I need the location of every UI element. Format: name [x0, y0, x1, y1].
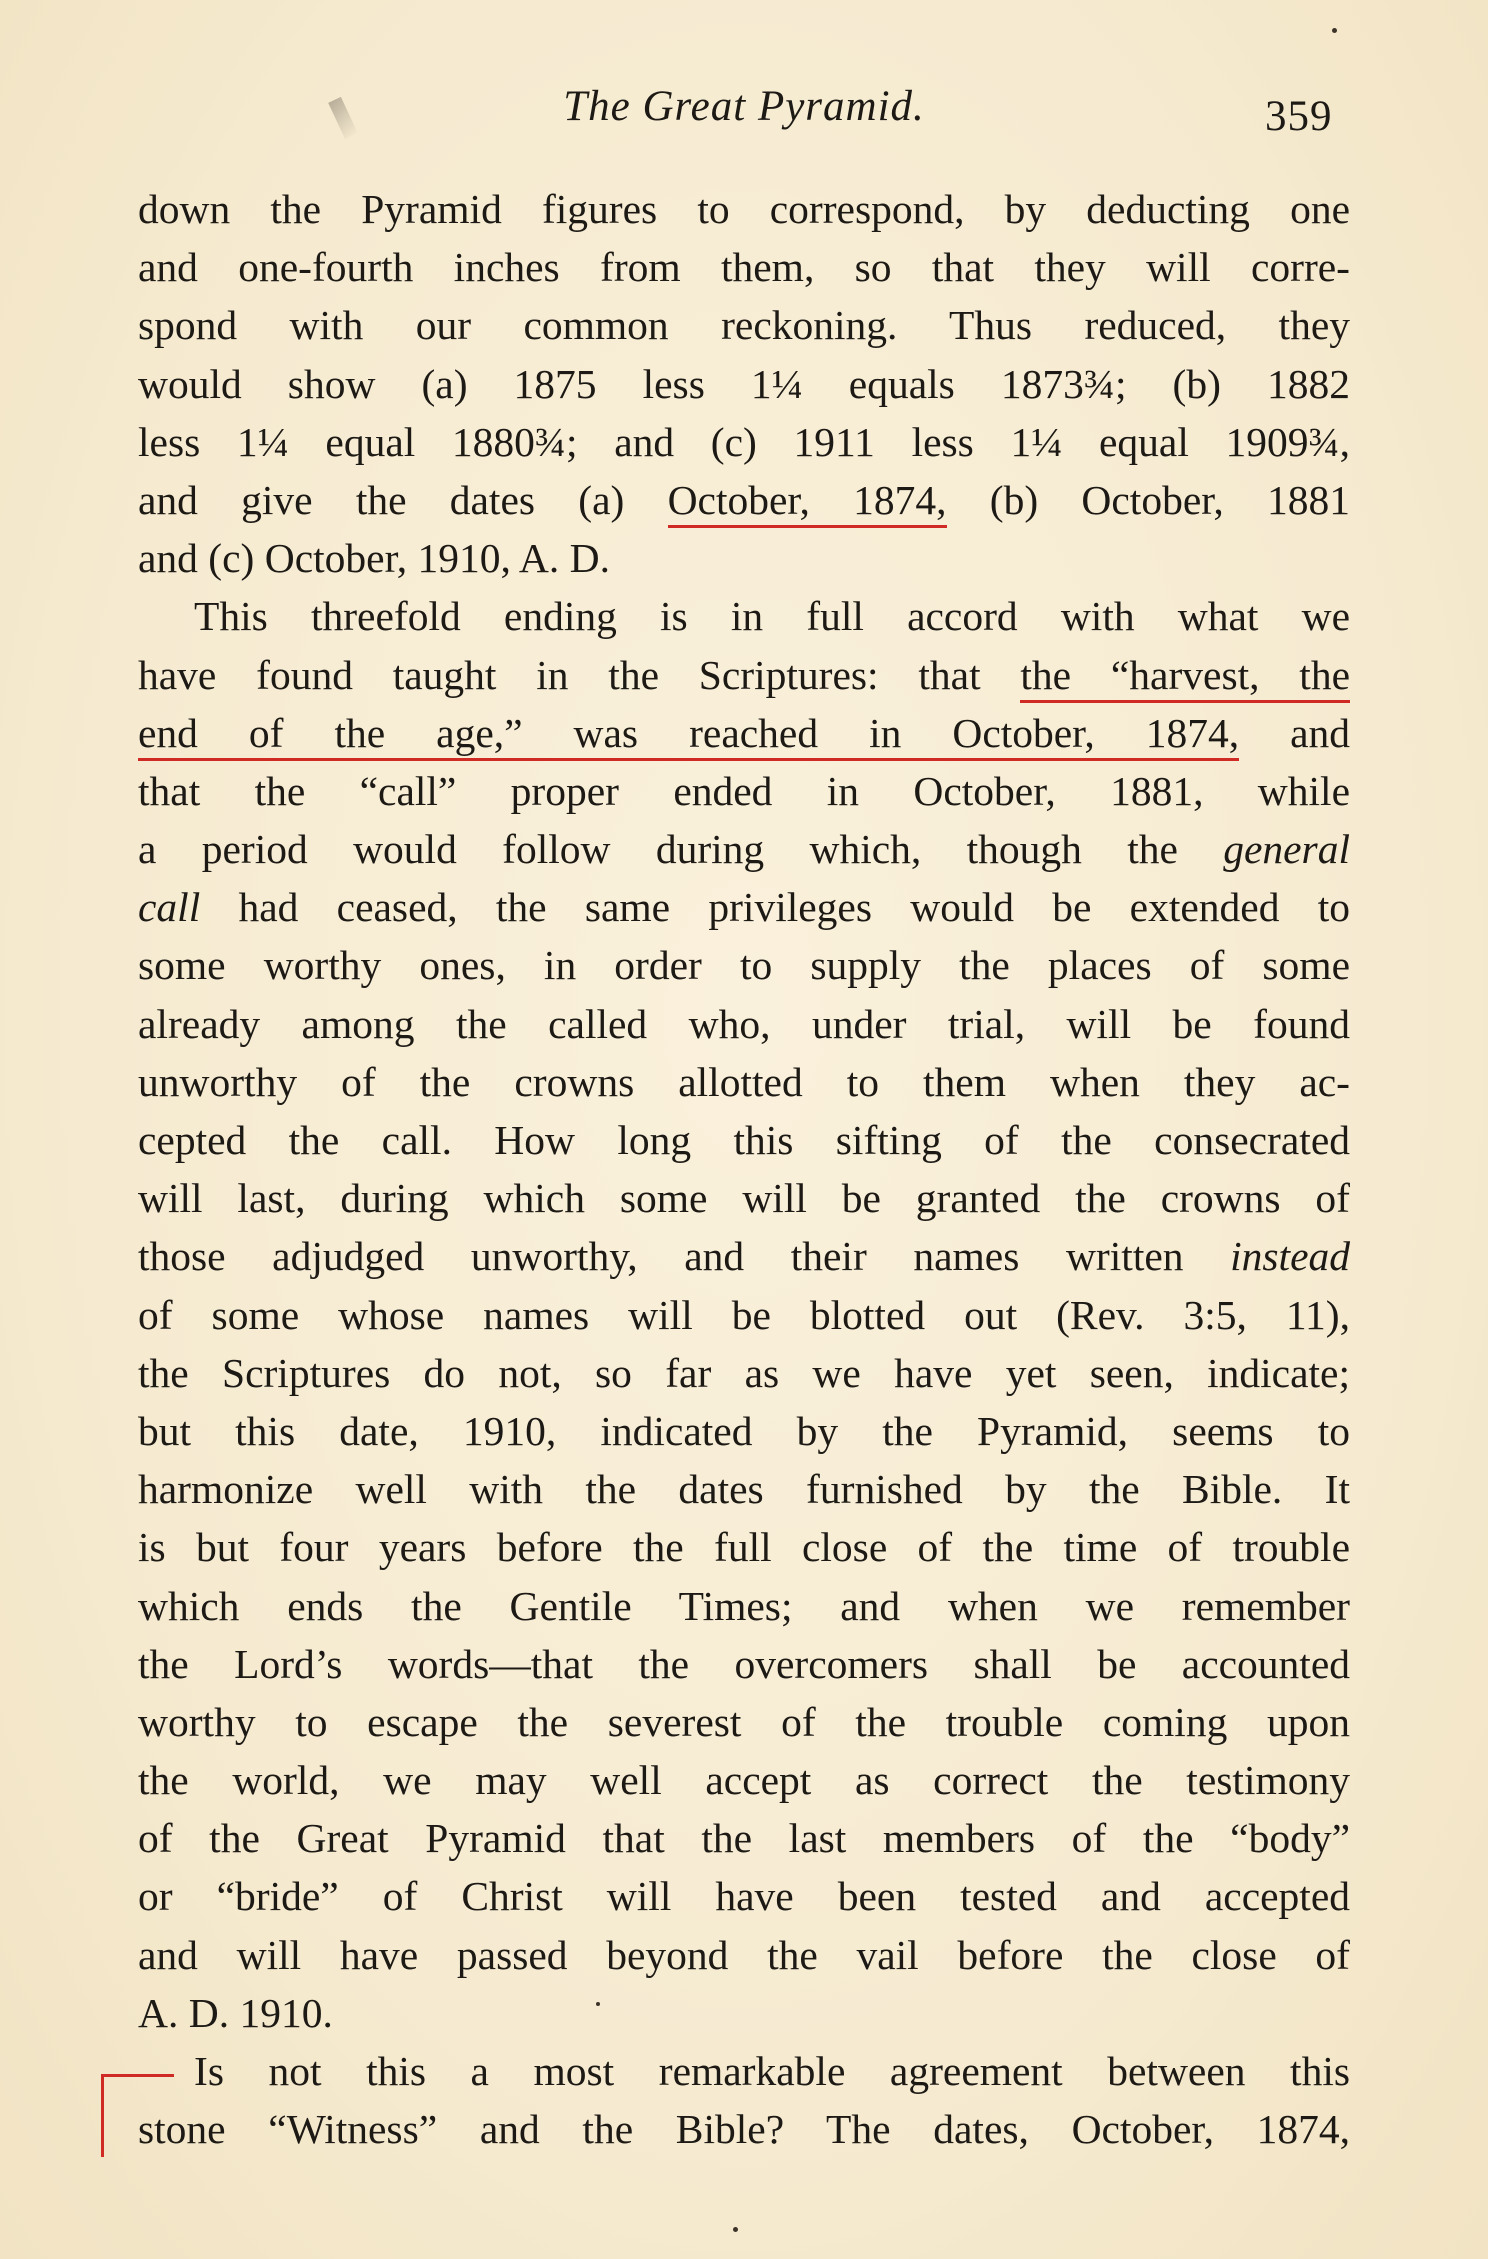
red-underline-phrase: October, 1874,	[668, 477, 947, 528]
text-line: or “bride” of Christ will have been tested and accepted	[138, 1873, 1350, 1920]
text-line-underlined: have found taught in the Scriptures: that the “harvest, the	[138, 646, 1350, 704]
text-line-italic: a period would follow during which, though the general	[138, 826, 1350, 873]
text-line-underlined: end of the age,” was reached in October, 1874, and	[138, 704, 1350, 762]
text-line: less 1¼ equal 1880¾; and (c) 1911 less 1¼ equal 1909¾,	[138, 418, 1350, 465]
text-line: This threefold ending is in full accord with what we	[194, 593, 1350, 640]
text-line: will last, during which some will be granted the crowns of	[138, 1175, 1350, 1222]
margin-annotation-bracket	[101, 2074, 174, 2157]
text-line: unworthy of the crowns allotted to them when they ac-	[138, 1058, 1350, 1105]
text-line: is but four years before the full close of the time of trouble	[138, 1524, 1350, 1571]
text-line: some worthy ones, in order to supply the places of some	[138, 942, 1350, 989]
text-line: A. D. 1910.	[138, 1989, 333, 2036]
text-line: of some whose names will be blotted out (Rev. 3:5, 11),	[138, 1291, 1350, 1338]
text-line: and will have passed beyond the vail before the close of	[138, 1931, 1350, 1978]
text-line: harmonize well with the dates furnished by the Bible. It	[138, 1466, 1350, 1513]
text-line: down the Pyramid figures to correspond, by deducting one	[138, 186, 1350, 232]
text-line: cepted the call. How long this sifting of the consecrated	[138, 1117, 1350, 1163]
text-line: would show (a) 1875 less 1¼ equals 1873¾; (b) 1882	[138, 360, 1350, 407]
text-line: spond with our common reckoning. Thus reduced, they	[138, 302, 1350, 349]
page-number: 359	[1265, 93, 1333, 140]
red-underline-phrase: end of the age,” was reached in October, 1874,	[138, 710, 1239, 761]
text-line: which ends the Gentile Times; and when we remember	[138, 1582, 1350, 1629]
text-line: worthy to escape the severest of the trouble coming upon	[138, 1698, 1350, 1745]
italic-emphasis: call	[138, 884, 201, 931]
ink-speck	[1332, 28, 1337, 33]
red-underline-phrase: the “harvest, the	[1020, 652, 1350, 703]
text-line: and one-fourth inches from them, so that they will corre-	[138, 244, 1350, 291]
text-line: the world, we may well accept as correct the testimony	[138, 1757, 1350, 1804]
text-line: already among the called who, under trial, will be found	[138, 1000, 1350, 1047]
running-title: The Great Pyramid.	[563, 83, 925, 130]
text-line: and (c) October, 1910, A. D.	[138, 535, 611, 582]
ink-speck	[733, 2227, 738, 2232]
text-line-italic: call had ceased, the same privileges would be extended to	[138, 884, 1350, 931]
italic-emphasis: instead	[1230, 1233, 1350, 1280]
text-line-italic: those adjudged unworthy, and their names written instead	[138, 1233, 1350, 1280]
text-line: the Lord’s words—that the overcomers shall be accounted	[138, 1640, 1350, 1687]
text-line: but this date, 1910, indicated by the Pyramid, seems to	[138, 1407, 1350, 1454]
text-line: that the “call” proper ended in October, 1881, while	[138, 767, 1350, 814]
text-line: the Scriptures do not, so far as we have yet seen, indicate;	[138, 1349, 1350, 1396]
text-line: of the Great Pyramid that the last members of the “body”	[138, 1815, 1350, 1862]
text-line-underlined: and give the dates (a) October, 1874, (b) October, 1881	[138, 471, 1350, 529]
text-line: Is not this a most remarkable agreement between this	[194, 2048, 1350, 2094]
italic-emphasis: general	[1223, 826, 1350, 873]
text-line: stone “Witness” and the Bible? The dates, October, 1874,	[138, 2106, 1350, 2153]
body-text	[138, 180, 1350, 2158]
